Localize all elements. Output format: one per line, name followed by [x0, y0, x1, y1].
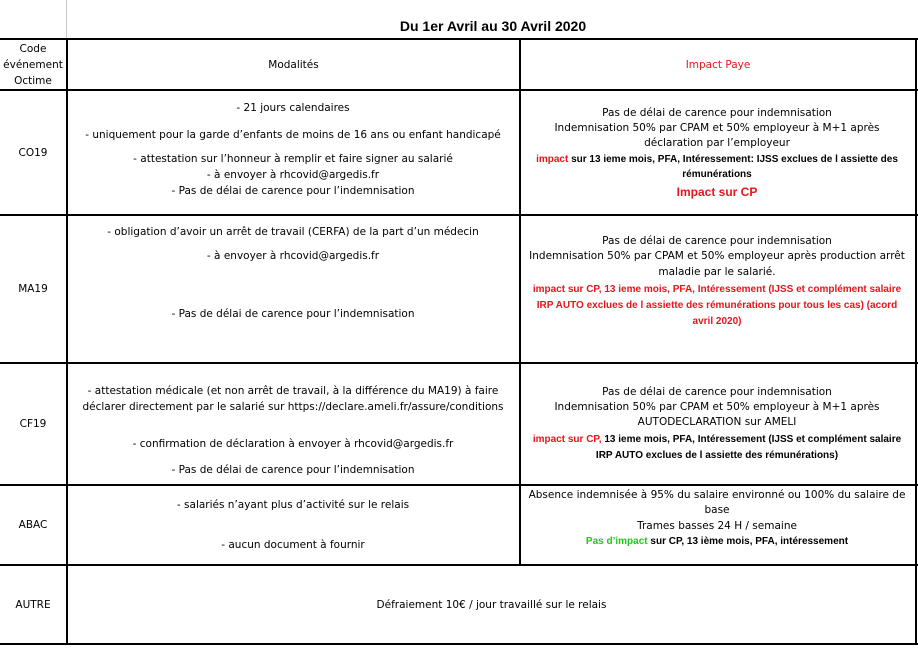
abac-impact-green: Pas d’impact [585, 536, 648, 547]
co19-impact-bold: rémunérations [682, 169, 752, 180]
row-border-2 [0, 362, 918, 364]
cf19-impact-bold: IRP AUTO exclues de l assiette des rémunérations) [595, 450, 839, 461]
ma19-modalite: - à envoyer à rhcovid@argedis.fr [206, 250, 380, 262]
co19-impact-rest: sur 13 ieme mois, PFA, Intéressement: IJSS exclues de l assiette des [568, 154, 898, 165]
ma19-impact-red: avril 2020) [692, 316, 742, 327]
abac-modalite: - aucun document à fournir [221, 539, 365, 551]
abac-impact-bold [586, 536, 848, 547]
cf19-impact: Pas de délai de carence pour indemnisation [602, 386, 832, 398]
ma19-modalite: - Pas de délai de carence pour l’indemnisation [171, 308, 415, 320]
cf19-impact: Indemnisation 50% par CPAM et 50% employeur à M+1 après [554, 401, 880, 413]
left-faint-border [66, 0, 67, 38]
cf19-modalite: déclarer directement par le salarié sur https://declare.ameli.fr/assure/conditions [82, 401, 504, 413]
page-title: Du 1er Avril au 30 Avril 2020 [399, 18, 587, 34]
cf19-modalite: - attestation médicale (et non arrêt de travail, à la différence du MA19) à faire [87, 385, 499, 397]
ma19-impact: maladie par le salarié. [658, 266, 776, 278]
row-border-3 [0, 484, 918, 486]
header-code-line-3: Octime [14, 74, 52, 87]
co19-modalite: - uniquement pour la garde d’enfants de moins de 16 ans ou enfant handicapé [85, 129, 501, 141]
code-autre: AUTRE [15, 598, 51, 611]
ma19-impact-red: impact sur CP, 13 ieme mois, PFA, Intéressement (IJSS et complément salaire [532, 284, 902, 295]
code-ma19: MA19 [18, 283, 48, 295]
abac-impact: Absence indemnisée à 95% du salaire environné ou 100% du salaire de [528, 489, 906, 501]
abac-impact: Trames basses 24 H / semaine [637, 520, 797, 532]
ma19-modalite: - obligation d’avoir un arrêt de travail (CERFA) de la part d’un médecin [107, 226, 479, 238]
bottom-border [0, 643, 918, 645]
cf19-modalite: - confirmation de déclaration à envoyer à rhcovid@argedis.fr [132, 438, 454, 450]
abac-impact: base [704, 504, 730, 516]
code-cf19: CF19 [19, 418, 47, 430]
co19-modalite: - Pas de délai de carence pour l’indemnisation [171, 185, 415, 197]
code-co19: CO19 [18, 146, 48, 159]
ma19-impact: Indemnisation 50% par CPAM et 50% employeur après production arrêt [529, 250, 905, 262]
co19-impact-cp: Impact sur CP [676, 185, 758, 199]
co19-impact: Pas de délai de carence pour indemnisation [602, 107, 832, 119]
header-impact: Impact Paye [685, 58, 751, 71]
autre-text: Défraiement 10€ / jour travaillé sur le relais [376, 598, 607, 611]
header-code [0, 40, 66, 89]
abac-modalite: - salariés n’ayant plus d’activité sur le relais [176, 499, 410, 511]
col-border-1 [66, 38, 68, 645]
cf19-impact-red: impact sur CP, [532, 434, 602, 445]
co19-modalite: - attestation sur l’honneur à remplir et faire signer au salarié [133, 153, 453, 165]
cf19-impact-rest: 13 ieme mois, PFA, Intéressement (IJSS et complément salaire [601, 434, 902, 445]
row-border-1 [0, 214, 918, 216]
header-modalites: Modalités [268, 58, 319, 71]
header-code-line-2: événement [3, 58, 63, 71]
header-bottom-border [0, 89, 918, 91]
cf19-impact-bold [533, 434, 901, 445]
code-abac: ABAC [18, 519, 48, 531]
ma19-impact: Pas de délai de carence pour indemnisation [602, 235, 832, 247]
ma19-impact-red: IRP AUTO exclues de l assiette des rémunérations pour tous les cas) (acord [536, 300, 898, 311]
co19-impact-bold [536, 154, 898, 165]
co19-impact: Indemnisation 50% par CPAM et 50% employeur à M+1 après [554, 122, 880, 134]
co19-modalite: - 21 jours calendaires [236, 102, 350, 114]
co19-impact-red: impact [536, 154, 569, 165]
cf19-modalite: - Pas de délai de carence pour l’indemnisation [171, 464, 415, 476]
header-code-line-1: Code [19, 42, 47, 55]
abac-impact-rest: sur CP, 13 ième mois, PFA, intéressement [647, 536, 849, 547]
col-border-2 [519, 38, 521, 566]
co19-impact: déclaration par l’employeur [644, 137, 790, 149]
co19-modalite: - à envoyer à rhcovid@argedis.fr [206, 169, 380, 181]
cf19-impact: AUTODECLARATION sur AMELI [637, 416, 797, 428]
col-border-3 [915, 38, 917, 645]
